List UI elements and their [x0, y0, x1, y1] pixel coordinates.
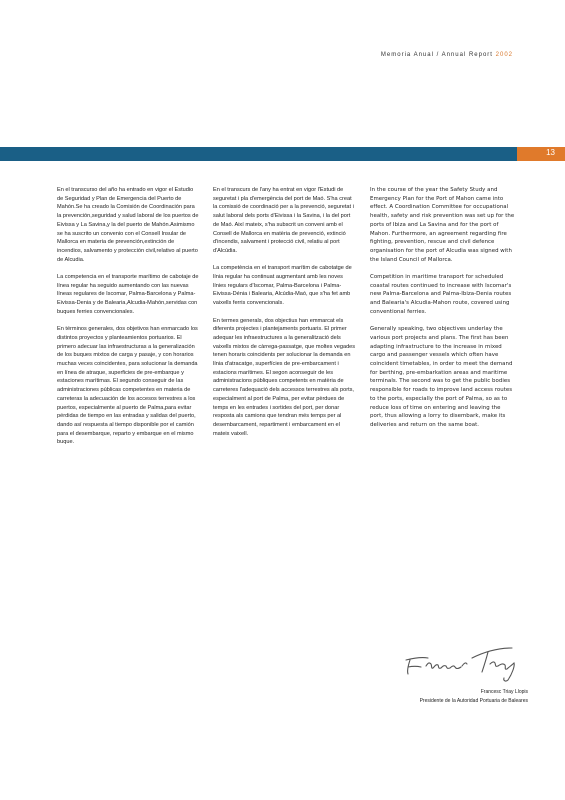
- column-catalan: [213, 186, 357, 447]
- paragraph: Competition in maritime transport for scheduled coastal routes continued to increase with Iscomar's new Palma-Barcelona and Palma-Ibiza-Denia routes and Balearia's Alcudia-Mahon route, covered using conventional ferries.: [370, 274, 512, 315]
- paragraph: Generally speaking, two objectives underlay the various port projects and plans. The first has been adapting infrastructure to the increase in mixed cargo and passenger vessels which often have coincident timetables, in order to meet the demand for berthing, pre-embarkation areas and maritime terminals. The second was to get the public bodies responsible for roads to improve land access routes to the ports, especially the port of Palma, so as to reduce loss of time on entering and leaving the port, thus allowing a lorry to disembark, make its deliveries and return on the same boat.: [370, 326, 513, 428]
- paragraph: En el transcurso del año ha entrado en vigor el Estudio de Seguridad y Plan de Emergencia del Puerto de Mahón.Se ha creado la Comisión de Coordinación para la prevención,seguridad y salud laboral de los puertos de Eivissa y La Savina,y la del puerto de Mahón.Asimismo se ha suscrito un convenio con el Consell Insular de Mallorca en materia de prevención,extinción de incendios, salvamento y protección civil,relativo al puerto de Alcudia.: [57, 187, 199, 263]
- page-number-tab: [517, 147, 565, 161]
- paragraph: In the course of the year the Safety Study and Emergency Plan for the Port of Mahon came into effect. A Coordination Committee for occupational health, safety and risk prevention was set up for the ports of Ibiza and La Savina and for the port of Mahon. Furthermore, an agreement regarding fire fighting, prevention, rescue and civil defence organisation for the port of Alcudia was signed with the Island Council of Mallorca.: [370, 187, 515, 263]
- page-number: 13: [546, 148, 555, 157]
- paragraph: En términos generales, dos objetivos han enmarcado los distintos proyectos y planteamientos portuarios. El primero adecuar las infraestructuras a la generalización de los buques mixtos de carga y pasaje, y con horarios muchas veces coincidentes, para solucionar la demanda en línea de atraque, superficies de pre-embarque y estaciones marítimas. El segundo conseguir de las administraciones públicas competentes en materia de carreteras la adecuación de los accesos terrestres a los puertos, especialmente al puerto de Palma,para evitar pérdidas de tiempo en las entradas y salidas del puerto, dando así respuesta al tiempo disponible por el camión para el desembarque, reparto y embarque en el mismo buque.: [57, 326, 198, 446]
- column-english: [370, 186, 515, 438]
- paragraph: La competència en el transport marítim de cabotatge de línia regular ha continuat augmentant amb les noves línies regulars d'Iscomar, Palma-Barcelona i Palma-Eivissa-Dénia i Balearia, Alcúdia-Maó, que s'ha fet amb vaixells ferris convencionals.: [213, 265, 352, 307]
- signatory-title: Presidente de la Autoridad Portuaria de Baleares: [419, 698, 528, 704]
- report-header: [381, 52, 513, 58]
- paragraph: En el transcurs de l'any ha entrat en vigor l'Estudi de seguretat i pla d'emergència del port de Maó. S'ha creat la comissió de coordinació per a la prevenció, seguretat i salut laboral dels ports d'Eivissa i la Savina, i la del port de Maó. Així mateix, s'ha subscrit un conveni amb el Consell de Mallorca en matèria de prevenció, extinció d'incendis, salvament i protecció civil, relatiu al port d'Alcúdia.: [213, 187, 354, 254]
- handwritten-signature: [398, 636, 528, 682]
- report-year: 2002: [495, 52, 513, 58]
- header-band: [0, 147, 565, 161]
- paragraph: La competencia en el transporte marítimo de cabotaje de línea regular ha seguido aumentando con las nuevas líneas regulares de Iscomar, Palma-Barcelona y Palma-Eivissa-Denia y de Balearia,Alcudia-Mahón,servidas con buques ferries convencionales.: [57, 274, 199, 315]
- report-title: Memoria Anual / Annual Report: [380, 52, 493, 58]
- signatory-name: Francesc Triay Llopis: [480, 689, 528, 695]
- paragraph: En termes generals, dos objectius han emmarcat els diferents projectes i plantejaments portuaris. El primer adequar les infraestructures a la generalització dels vaixells mixtos de càrrega-passatge, que moltes vegades tenen horaris coincidents per solucionar la demanda en línia d'atracatge, superfícies de pre-embarcament i estacions marítimes. El segon aconseguir de les administracions públiques competents en matèria de carreteres l'adequació dels accessos terrestres als ports, especialment al port de Palma, per evitar pèrdues de temps en les entrades i sortides del port, per donar resposta als camions que tendran més temps per al desembarcament, repartiment i embarcament en el mateix vaixell.: [213, 317, 356, 437]
- column-spanish: [57, 186, 200, 456]
